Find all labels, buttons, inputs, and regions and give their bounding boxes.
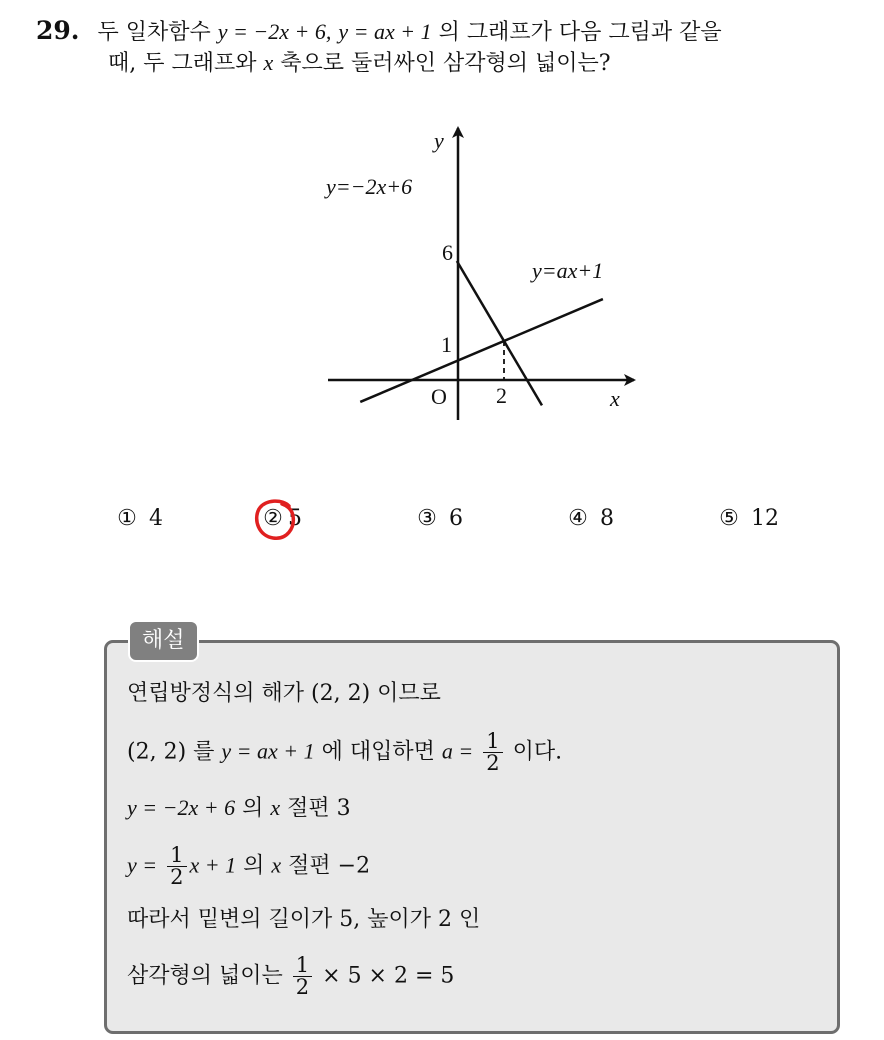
solution-line-2-b: 에 대입하면	[321, 739, 435, 765]
choice-1-value: 4	[149, 506, 163, 531]
equation-2: y = ax + 1	[338, 19, 432, 44]
choice-5[interactable]	[714, 502, 779, 536]
question-line-2	[108, 48, 611, 79]
fraction-numerator-2: 1	[167, 845, 186, 867]
solution-tag: 해설	[128, 620, 199, 662]
selected-answer-circle-mark	[251, 496, 299, 544]
solution-line-4-rest: x + 1	[189, 852, 237, 878]
y-intercept-1-label: 1	[441, 332, 452, 357]
solution-line-4-c: 절편 −2	[288, 853, 371, 879]
solution-line-2-c: 이다.	[512, 739, 563, 765]
question-text-a: 두 일차함수	[97, 20, 211, 45]
x-tick-2-label: 2	[496, 383, 507, 408]
choice-1-mark: ①	[117, 506, 137, 531]
fraction-denominator-2: 2	[170, 865, 184, 889]
line2-label: y=ax+1	[532, 258, 604, 283]
solution-line-4-y: y =	[127, 852, 158, 878]
choice-5-value: 12	[751, 506, 779, 531]
choice-3[interactable]	[412, 502, 463, 536]
solution-line-5: 따라서 밑변의 길이가 5, 높이가 2 인	[127, 907, 481, 932]
fraction-one-half	[483, 731, 502, 774]
choice-2-mark: ②	[263, 506, 283, 531]
fraction-one-half-2	[167, 845, 186, 888]
question-line-1	[36, 16, 722, 48]
question-text-c: 때, 두 그래프와	[108, 51, 257, 76]
fraction-denominator: 2	[486, 751, 500, 775]
solution-a-var: a =	[441, 738, 474, 764]
choice-1[interactable]	[112, 502, 163, 536]
question-text-d: 축으로 둘러싸인 삼각형의 넓이는?	[280, 51, 611, 76]
solution-line-4-x: x	[271, 852, 282, 878]
choice-3-value: 6	[449, 506, 463, 531]
choice-5-mark: ⑤	[719, 506, 739, 531]
solution-box	[104, 640, 840, 1034]
solution-line-2-a: (2, 2) 를	[127, 739, 215, 765]
x-variable: x	[263, 50, 274, 75]
origin-label: O	[431, 384, 447, 409]
solution-line-2-eq: y = ax + 1	[221, 738, 315, 764]
solution-line-3-b: 의	[242, 796, 264, 821]
x-axis-label: x	[610, 386, 620, 411]
y-axis-label: y	[434, 128, 444, 153]
question-text-b: 의 그래프가 다음 그림과 같을	[438, 20, 722, 45]
solution-line-6	[127, 955, 454, 998]
solution-line-3-x: x	[270, 795, 281, 820]
solution-line-3-c: 절편 3	[287, 796, 351, 821]
solution-line-2	[127, 731, 562, 774]
fraction-one-half-3	[293, 955, 312, 998]
line1-label: y=−2x+6	[326, 174, 413, 199]
fraction-numerator: 1	[483, 731, 502, 753]
solution-line-4	[127, 845, 370, 888]
solution-line-6-b: × 5 × 2 = 5	[322, 963, 455, 989]
question-number: 29.	[36, 16, 80, 45]
choice-4[interactable]	[563, 502, 614, 536]
choice-2-value: 5	[288, 506, 302, 531]
fraction-numerator-3: 1	[293, 955, 312, 977]
choice-4-mark: ④	[568, 506, 588, 531]
line-y-ax-plus-1	[360, 299, 603, 402]
solution-line-4-b: 의	[243, 853, 265, 879]
choice-3-mark: ③	[417, 506, 437, 531]
y-intercept-6-label: 6	[442, 240, 453, 265]
choice-4-value: 8	[600, 506, 614, 531]
equation-1: y = −2x + 6,	[217, 19, 332, 44]
answer-choices	[0, 502, 884, 542]
solution-line-3	[127, 793, 351, 824]
function-graph	[300, 112, 650, 422]
fraction-denominator-3: 2	[295, 975, 310, 999]
solution-line-3-eq: y = −2x + 6	[127, 795, 236, 820]
solution-line-6-a: 삼각형의 넓이는	[127, 963, 283, 989]
solution-line-1: 연립방정식의 해가 (2, 2) 이므로	[127, 681, 441, 706]
